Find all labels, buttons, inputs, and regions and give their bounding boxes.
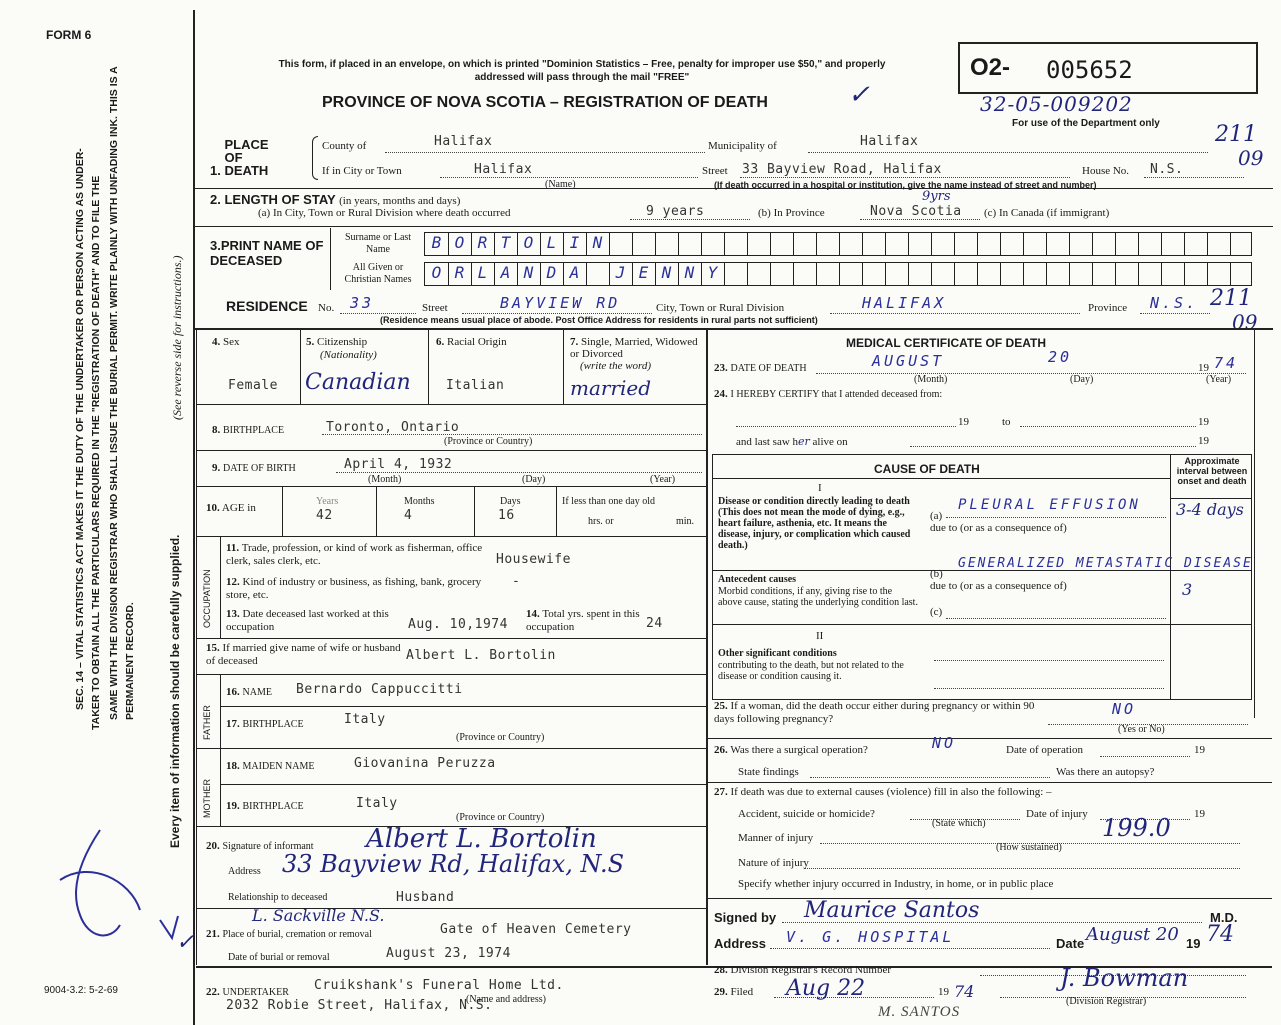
form-number: FORM 6: [46, 28, 92, 42]
undertaker-value: Cruikshank's Funeral Home Ltd.: [314, 978, 564, 993]
death-day-hint: (Day): [1070, 374, 1094, 385]
part-one-label: I: [818, 482, 822, 494]
bottom-signature: M. SANTOS: [878, 1004, 961, 1020]
residence-note: (Residence means usual place of abode. Post Office Address for residents in rural parts not sufficient): [380, 315, 818, 325]
department-number: 32-05-009202: [980, 92, 1133, 116]
filed-value: Aug 22: [786, 976, 866, 1001]
undertaker-hint: (Name and address): [466, 994, 546, 1005]
death-date-label: 23. DATE OF DEATH: [714, 362, 807, 374]
spouse-value: Albert L. Bortolin: [406, 648, 556, 663]
undertaker-label: 22. UNDERTAKER: [206, 986, 289, 998]
age-days-label: Days: [500, 496, 521, 507]
county-value: Halifax: [434, 134, 493, 149]
municipality-label: Municipality of: [708, 140, 777, 152]
trade-label: 11. Trade, profession, or kind of work as fisherman, office clerk, sales clerk, etc.: [226, 542, 483, 567]
father-birthplace-label: 17. BIRTHPLACE: [226, 718, 304, 730]
certify-to-year: 19: [1198, 416, 1209, 428]
name-letter: L: [477, 263, 488, 282]
side-instruction-2: TAKER TO OBTAIN ALL THE PARTICULARS REQUIRED IN THE "REGISTRATION OF DEATH" AND TO FILE THE: [90, 175, 102, 730]
form-title: PROVINCE OF NOVA SCOTIA – REGISTRATION OF DEATH: [322, 94, 768, 111]
operation-year-prefix: 19: [1194, 744, 1205, 756]
name-letter: J: [615, 263, 626, 282]
stay-canada-label: (c) In Canada (if immigrant): [984, 207, 1110, 219]
antecedent-title: Antecedent causes: [718, 574, 797, 585]
name-letter: O: [523, 233, 534, 252]
age-years-label: Years: [316, 496, 339, 507]
relationship-value: Husband: [396, 890, 455, 905]
age-months-label: Months: [404, 496, 435, 507]
cause-c-label: (c): [930, 606, 943, 618]
name-letter: B: [431, 233, 442, 252]
informant-address-label: Address: [228, 866, 261, 877]
name-letter: N: [684, 263, 695, 282]
father-section-label: FATHER: [202, 705, 212, 740]
physician-address-value: V. G. HOSPITAL: [786, 928, 955, 946]
industry-label: 12. Kind of industry or business, as fishing, bank, grocery store, etc.: [226, 576, 482, 601]
street-value: 33 Bayview Road, Halifax: [742, 162, 942, 177]
residence-street-label: Street: [422, 302, 448, 314]
pregnancy-value: NO: [1112, 700, 1137, 718]
autopsy-label: Was there an autopsy?: [1056, 766, 1155, 778]
undertaker-address: 2032 Robie Street, Halifax, N.S.: [226, 998, 493, 1013]
informant-signature: Albert L. Bortolin: [366, 824, 597, 854]
dob-label: 9. DATE OF BIRTH: [212, 462, 296, 474]
filed-year-value: 74: [954, 982, 975, 1001]
margin-signature-scribble: [40, 820, 180, 960]
city-label: If in City or Town: [322, 165, 402, 177]
registration-number-box: [958, 42, 1258, 94]
physician-date-label: Date: [1056, 936, 1085, 951]
last-worked-label: 13. Date deceased last worked at this occupation: [226, 608, 389, 633]
burial-date-value: August 23, 1974: [386, 946, 511, 961]
birthplace-value: Toronto, Ontario: [326, 420, 460, 435]
stay-province-note: 9yrs: [922, 189, 951, 204]
burial-place-label: 21. Place of burial, cremation or removal: [206, 928, 372, 940]
residence-street-value: BAYVIEW RD: [500, 294, 621, 312]
certify-to: to: [1002, 416, 1011, 428]
father-name-label: 16. NAME: [226, 686, 272, 698]
state-findings-label: State findings: [738, 766, 799, 778]
cause-b-label: (b): [930, 568, 943, 580]
citizenship-label: 5. Citizenship (Nationality): [306, 336, 377, 361]
citizenship-value: Canadian: [305, 370, 411, 395]
age-less-label: If less than one day old: [562, 496, 656, 507]
name-letter: D: [546, 263, 557, 282]
house-label: House No.: [1082, 165, 1130, 177]
spouse-label: 15. If married give name of wife or husband of deceased: [206, 642, 401, 667]
last-worked-value: Aug. 10,1974: [408, 617, 508, 632]
margin-note-3: 211: [1210, 286, 1252, 311]
age-days-value: 16: [498, 508, 515, 523]
filed-year-prefix: 19: [938, 986, 949, 998]
residence-province-value: N.S.: [1150, 294, 1199, 312]
stay-city-label: (a) In City, Town or Rural Division where death occurred: [258, 207, 511, 219]
age-min-label: min.: [676, 516, 695, 527]
last-saw-label: and last saw her alive on: [736, 435, 848, 448]
burial-location-sig: L. Sackville N.S.: [252, 906, 385, 925]
residence-no-value: 33: [350, 294, 375, 312]
total-years-value: 24: [646, 616, 663, 631]
side-instruction-1: SEC. 14 – VITAL STATISTICS ACT MAKES IT THE DUTY OF THE UNDERTAKER OR PERSON ACTING AS UNDER-: [74, 148, 86, 710]
dob-month-hint: (Month): [368, 474, 402, 485]
total-years-label: 14. Total yrs. spent in this occupation: [526, 608, 640, 633]
name-letter: E: [638, 263, 649, 282]
cause-a-value: PLEURAL EFFUSION: [958, 497, 1141, 513]
industry-value: -: [512, 574, 521, 589]
street-label: Street: [702, 165, 728, 177]
dob-year-hint: (Year): [650, 474, 676, 485]
last-saw-year: 19: [1198, 435, 1209, 447]
nature-label: Nature of injury: [738, 857, 809, 869]
side-instruction-4: Every item of information should be carefully supplied.: [168, 534, 182, 848]
surname-letter-boxes: [424, 232, 1252, 256]
dob-value: April 4, 1932: [344, 457, 453, 472]
hospital-note: (If death occurred in a hospital or institution, give the name instead of street and number): [714, 180, 1097, 190]
name-letter: N: [592, 233, 603, 252]
signed-label: Signed by: [714, 910, 777, 925]
cause-b-value: GENERALIZED METASTATIC DISEASE: [958, 556, 1253, 571]
residence-city-label: City, Town or Rural Division: [656, 302, 785, 314]
operation-date-label: Date of operation: [1006, 744, 1083, 756]
mother-birthplace-label: 19. BIRTHPLACE: [226, 800, 304, 812]
cause-a-interval: 3-4 days: [1176, 500, 1244, 519]
certify-from-year: 19: [958, 416, 969, 428]
birthplace-hint: (Province or Country): [444, 436, 533, 447]
residence-city-value: HALIFAX: [862, 294, 947, 312]
manner-label: Manner of injury: [738, 832, 814, 844]
father-name-value: Bernardo Cappuccitti: [296, 682, 463, 697]
name-letter: R: [477, 233, 488, 252]
name-letter: A: [569, 263, 580, 282]
medical-title: MEDICAL CERTIFICATE OF DEATH: [846, 336, 1046, 350]
occupation-section-label: OCCUPATION: [202, 569, 212, 628]
residence-label: RESIDENCE: [226, 298, 308, 314]
s3-label: 3.PRINT NAME OF DECEASED: [210, 238, 324, 268]
manner-value: 199.0: [1102, 814, 1171, 842]
cause-title: CAUSE OF DEATH: [874, 462, 980, 476]
registrar-hint: (Division Registrar): [1066, 996, 1147, 1007]
how-sustained-hint: (How sustained): [996, 842, 1062, 853]
name-letter: T: [500, 233, 511, 252]
state-which-hint: (State which): [932, 818, 986, 829]
given-label: All Given or Christian Names: [344, 262, 412, 285]
side-instruction-3: SAME WITH THE DIVISION REGISTRAR WHO SHALL ISSUE THE BURIAL PERMIT. WRITE PLAINLY WITH UNFADING INK. THIS IS A PERMANENT RECORD.: [108, 66, 136, 720]
age-label: 10. AGE in: [206, 502, 256, 514]
burial-place-value: Gate of Heaven Cemetery: [440, 922, 632, 937]
informant-address-value: 33 Bayview Rd, Halifax, N.S: [282, 850, 625, 878]
certify-label: 24. I HEREBY CERTIFY that I attended deceased from:: [714, 388, 943, 400]
injury-year-prefix: 19: [1194, 808, 1205, 820]
s2-label: 2. LENGTH OF STAY (in years, months and days): [210, 192, 461, 207]
margin-note-1: 211: [1215, 122, 1257, 147]
physician-year-value: 74: [1206, 922, 1234, 947]
name-letter: N: [523, 263, 534, 282]
dob-day-hint: (Day): [522, 474, 546, 485]
name-letter: I: [569, 233, 580, 252]
death-month-value: AUGUST: [872, 352, 945, 370]
surgery-label: 26. Was there a surgical operation?: [714, 744, 868, 756]
stay-province-label: (b) In Province: [758, 207, 825, 219]
burial-check-icon: ✓: [176, 930, 195, 955]
informant-sig-label: 20. Signature of informant: [206, 840, 314, 852]
registrar-signature: J. Bowman: [1060, 964, 1189, 992]
side-instruction-5: (See reverse side for instructions.): [170, 255, 184, 420]
due-to-a: due to (or as a consequence of): [930, 522, 1067, 534]
death-year-prefix: 19: [1198, 362, 1209, 374]
name-letter: O: [454, 233, 465, 252]
marital-label: 7. Single, Married, Widowed or Divorced (write the word): [570, 336, 698, 372]
county-label: County of: [322, 140, 367, 152]
physician-date-value: August 20: [1086, 924, 1179, 945]
cause-direct-text: Disease or condition directly leading to death (This does not mean the mode of dying, e.g., heart failure, asthenia, etc. It means the disease, injury, or complication which caused death.): [718, 496, 911, 551]
birthplace-label: 8. BIRTHPLACE: [212, 424, 285, 436]
pregnancy-hint: (Yes or No): [1118, 724, 1165, 735]
physician-year-prefix: 19: [1186, 936, 1201, 951]
external-cause-label: 27. If death was due to external causes (violence) fill in also the following: –: [714, 786, 1052, 798]
city-name-hint: (Name): [545, 179, 576, 190]
municipality-value: Halifax: [860, 134, 919, 149]
age-months-value: 4: [404, 508, 413, 523]
department-note: For use of the Department only: [1012, 118, 1160, 129]
antecedent-text: Morbid conditions, if any, giving rise to the above cause, stating the underlying condition last.: [718, 586, 918, 608]
part-two-label: II: [816, 630, 824, 642]
cause-b-interval: 3: [1182, 580, 1193, 599]
cause-a-label: (a): [930, 510, 943, 522]
accident-label: Accident, suicide or homicide?: [738, 808, 875, 820]
racial-origin-label: 6. Racial Origin: [436, 336, 507, 348]
filed-label: 29. Filed: [714, 986, 754, 998]
city-value: Halifax: [474, 162, 533, 177]
father-birthplace-hint: (Province or Country): [456, 732, 545, 743]
mother-birthplace-value: Italy: [356, 796, 398, 811]
death-year-value: 74: [1214, 354, 1239, 372]
mother-birthplace-hint: (Province or Country): [456, 812, 545, 823]
surgery-value: NO: [932, 734, 957, 752]
death-month-hint: (Month): [914, 374, 948, 385]
age-years-value: 42: [316, 508, 333, 523]
surname-label: Surname or Last Name: [344, 232, 412, 255]
residence-no-label: No.: [318, 302, 335, 314]
pregnancy-label: 25. If a woman, did the death occur either during pregnancy or within 90 days following pregnancy?: [714, 700, 1035, 725]
mail-notice: This form, if placed in an envelope, on which is printed "Dominion Statistics – Free, penalty for improper use $50," and properly addressed will pass through the mail "FREE": [278, 59, 886, 83]
md-label: M.D.: [1210, 910, 1238, 925]
father-birthplace-value: Italy: [344, 712, 386, 727]
reg-prefix: O2-: [970, 54, 1011, 81]
name-letter: A: [500, 263, 511, 282]
other-conditions-text: contributing to the death, but not related to the disease or condition causing it.: [718, 660, 904, 682]
check-mark-icon: ✓: [848, 80, 870, 110]
trade-value: Housewife: [496, 552, 571, 567]
relationship-label: Relationship to deceased: [228, 892, 328, 903]
injury-date-label: Date of injury: [1026, 808, 1088, 820]
house-value: N.S.: [1150, 162, 1184, 177]
registrar-number-label: 28. Division Registrar's Record Number: [714, 964, 892, 976]
margin-note-4: 09: [1232, 310, 1258, 334]
residence-province-label: Province: [1088, 302, 1128, 314]
physician-address-label: Address: [714, 936, 767, 951]
name-letter: N: [661, 263, 672, 282]
sex-value: Female: [228, 378, 278, 393]
death-year-hint: (Year): [1206, 374, 1232, 385]
sex-label: 4. Sex: [212, 336, 240, 348]
physician-signature: Maurice Santos: [804, 898, 980, 923]
mother-name-value: Giovanina Peruzza: [354, 756, 496, 771]
mother-section-label: MOTHER: [202, 779, 212, 818]
name-letter: O: [431, 263, 442, 282]
interval-label: Approximate interval between onset and death: [1176, 456, 1248, 486]
racial-origin-value: Italian: [446, 378, 505, 393]
name-letter: R: [454, 263, 465, 282]
due-to-b: due to (or as a consequence of): [930, 580, 1067, 592]
name-letter: Y: [707, 263, 718, 282]
other-conditions-title: Other significant conditions: [718, 648, 837, 659]
footer-code: 9004-3.2: 5-2-69: [44, 985, 118, 996]
burial-date-label: Date of burial or removal: [228, 952, 330, 963]
where-label: Specify whether injury occurred in Industry, in home, or in public place: [738, 878, 1054, 890]
mother-name-label: 18. MAIDEN NAME: [226, 760, 315, 772]
age-hrs-label: hrs. or: [588, 516, 614, 527]
marital-value: married: [570, 376, 652, 400]
name-letter: L: [546, 233, 557, 252]
stay-city-value: 9 years: [646, 204, 705, 219]
stay-province-value: Nova Scotia: [870, 204, 962, 219]
death-day-value: 20: [1048, 348, 1073, 366]
s1-label: 1. PLACE OF DEATH: [210, 137, 269, 178]
given-letter-boxes: [424, 262, 1252, 286]
reg-number: 005652: [1046, 56, 1133, 84]
margin-note-2: 09: [1238, 146, 1264, 170]
